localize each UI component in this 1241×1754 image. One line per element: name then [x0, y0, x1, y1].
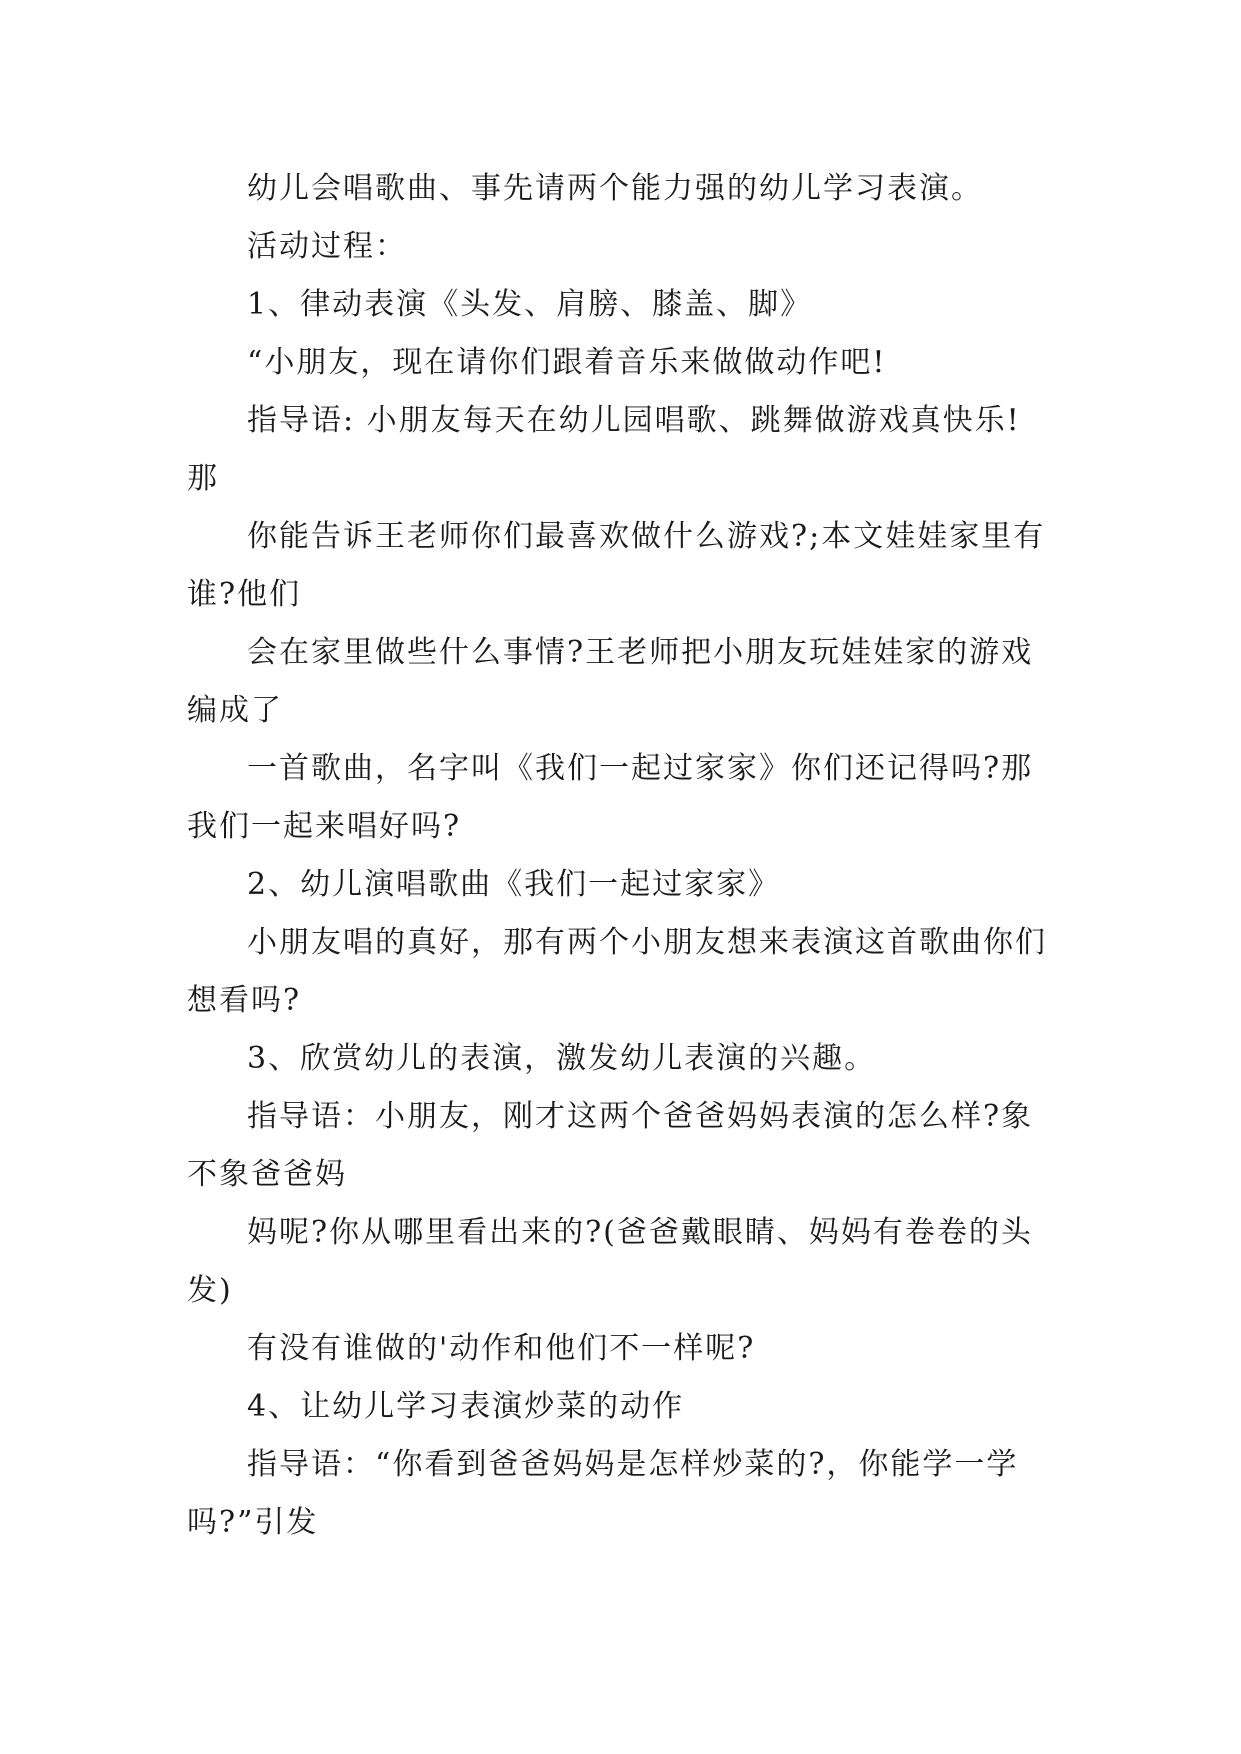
paragraph-10: 小朋友唱的真好，那有两个小朋友想来表演这首歌曲你们想看吗? — [187, 925, 1047, 1018]
paragraph-4: “小朋友，现在请你们跟着音乐来做做动作吧! — [247, 345, 887, 380]
paragraph-11: 3、欣赏幼儿的表演，激发幼儿表演的兴趣。 — [247, 1041, 877, 1076]
paragraph-13: 妈呢?你从哪里看出来的?(爸爸戴眼睛、妈妈有卷卷的头发) — [187, 1215, 1033, 1308]
paragraph-5: 指导语: 小朋友每天在幼儿园唱歌、跳舞做游戏真快乐! 那 — [187, 403, 1021, 496]
paragraph-9: 2、幼儿演唱歌曲《我们一起过家家》 — [247, 867, 781, 902]
document-body — [187, 160, 1057, 1552]
paragraph-7: 会在家里做些什么事情?王老师把小朋友玩娃娃家的游戏编成了 — [187, 635, 1034, 728]
paragraph-8: 一首歌曲，名字叫《我们一起过家家》你们还记得吗?那我们一起来唱好吗? — [187, 751, 1034, 844]
paragraph-12: 指导语：小朋友，刚才这两个爸爸妈妈表演的怎么样?象不象爸爸妈 — [187, 1099, 1034, 1192]
paragraph-3: 1、律动表演《头发、肩膀、膝盖、脚》 — [247, 287, 813, 322]
paragraph-2: 活动过程： — [247, 229, 407, 264]
paragraph-6: 你能告诉王老师你们最喜欢做什么游戏?;本文娃娃家里有谁?他们 — [187, 519, 1046, 612]
paragraph-14: 有没有谁做的'动作和他们不一样呢? — [247, 1331, 756, 1366]
paragraph-1: 幼儿会唱歌曲、事先请两个能力强的幼儿学习表演。 — [247, 171, 983, 206]
paragraph-16: 指导语：“你看到爸爸妈妈是怎样炒菜的?，你能学一学吗?”引发 — [187, 1447, 1019, 1540]
paragraph-15: 4、让幼儿学习表演炒菜的动作 — [247, 1389, 685, 1424]
